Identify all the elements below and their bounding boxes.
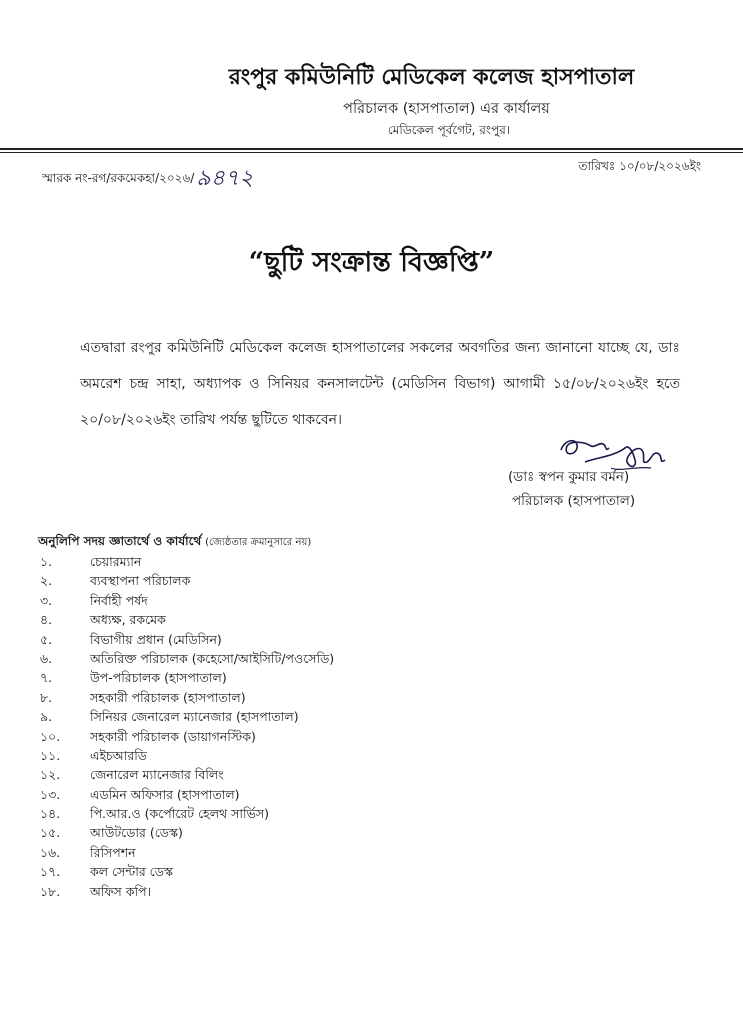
cc-item-text: আউটডোর (ডেস্ক) — [90, 825, 183, 841]
memo-date: তারিখঃ ১০/০৮/২০২৬ইং — [578, 159, 701, 173]
cc-item-text: কল সেন্টার ডেস্ক — [90, 864, 173, 880]
cc-item-text: জেনারেল ম্যানেজার বিলিং — [90, 767, 224, 783]
header-rule-thin — [0, 152, 743, 153]
signatory-title: পরিচালক (হাসপাতাল) — [512, 493, 636, 509]
cc-item-number: ৩. — [40, 592, 53, 608]
cc-list-item — [40, 573, 334, 592]
cc-item-number: ২. — [40, 573, 53, 589]
cc-heading-note: (জ্যেষ্ঠতার ক্রমানুসারে নয়) — [205, 537, 312, 548]
cc-list-item — [40, 632, 334, 651]
cc-item-text: এইচআরডি — [90, 747, 147, 763]
institution-title: রংপুর কমিউনিটি মেডিকেল কলেজ হাসপাতাল — [228, 65, 635, 90]
cc-item-number: ১০. — [40, 728, 61, 744]
cc-item-number: ১৫. — [40, 825, 61, 841]
cc-item-number: ১৩. — [40, 786, 61, 802]
cc-list-item — [40, 806, 334, 825]
cc-item-number: ৭. — [40, 670, 53, 686]
cc-list-item — [40, 767, 334, 786]
cc-item-text: চেয়ারম্যান — [90, 554, 142, 569]
cc-list-item — [40, 884, 334, 903]
cc-list-item — [40, 554, 334, 573]
cc-item-text: অতিরিক্ত পরিচালক (কহেসো/আইসিটি/পওসেডি) — [90, 650, 335, 666]
notice-body — [80, 330, 680, 438]
cc-item-text: নির্বাহী পর্ষদ — [90, 592, 148, 608]
cc-item-text: রিসিপশন — [90, 844, 136, 860]
cc-item-number: ৪. — [40, 612, 53, 628]
cc-item-number: ১৭. — [40, 864, 61, 880]
cc-item-number: ৫. — [40, 631, 53, 647]
notice-title: “ছুটি সংক্রান্ত বিজ্ঞপ্তি” — [248, 247, 495, 278]
office-subtitle: পরিচালক (হাসপাতাল) এর কার্যালয় — [343, 101, 550, 117]
cc-list-item — [40, 612, 334, 631]
cc-list — [40, 554, 334, 903]
cc-heading-text: অনুলিপি সদয় জ্ঞাতার্থে ও কার্যার্থে — [38, 534, 202, 548]
cc-item-number: ১৬. — [40, 844, 61, 860]
cc-list-item — [40, 787, 334, 806]
cc-list-item — [40, 729, 334, 748]
cc-item-text: উপ-পরিচালক (হাসপাতাল) — [90, 670, 227, 686]
memo-ref-label: স্মারক নং-রগ/রকমেকহা/২০২৬/ — [42, 171, 195, 185]
cc-item-number: ৮. — [40, 689, 53, 705]
memo-reference — [42, 158, 253, 195]
memo-ref-number: ৯৪৭২ — [196, 166, 254, 191]
cc-item-text: সহকারী পরিচালক (ডায়াগনস্টিক) — [90, 728, 256, 744]
cc-list-item — [40, 864, 334, 883]
cc-item-number: ১. — [40, 554, 53, 569]
cc-item-text: অফিস কপি। — [90, 883, 152, 899]
cc-list-item — [40, 845, 334, 864]
cc-list-item — [40, 670, 334, 689]
cc-item-number: ৯. — [40, 709, 53, 725]
cc-item-text: ব্যবস্থাপনা পরিচালক — [90, 573, 191, 589]
notice-body-text: এতদ্বারা রংপুর কমিউনিটি মেডিকেল কলেজ হাসপাতালের সকলের অবগতির জন্য জানানো যাচ্ছে যে, ডাঃ অমরেশ চন্দ্র সাহা, অধ্যাপক ও সিনিয়র কনসালটেন্ট (মেডিসিন বিভাগ) আগামী ১৫/০৮/২০২৬ইং হতে ২০/০৮/২০২৬ইং তারিখ পর্যন্ত ছুটিতে থাকবেন। — [80, 340, 680, 428]
cc-item-text: পি.আর.ও (কর্পোরেট হেলথ সার্ভিস) — [90, 806, 270, 822]
cc-list-item — [40, 651, 334, 670]
cc-list-item — [40, 748, 334, 767]
cc-item-text: এডমিন অফিসার (হাসপাতাল) — [90, 786, 240, 802]
cc-heading — [38, 533, 311, 553]
header-rule-thick — [0, 148, 743, 150]
cc-item-text: সিনিয়র জেনারেল ম্যানেজার (হাসপাতাল) — [90, 709, 299, 725]
cc-list-item — [40, 825, 334, 844]
cc-item-number: ৬. — [40, 650, 53, 666]
cc-list-item — [40, 593, 334, 612]
cc-item-number: ১১. — [40, 747, 61, 763]
cc-item-text: সহকারী পরিচালক (হাসপাতাল) — [90, 689, 246, 705]
cc-list-item — [40, 709, 334, 728]
cc-item-number: ১৮. — [40, 883, 61, 899]
signatory-name: (ডাঃ স্বপন কুমার বর্মন) — [508, 469, 630, 485]
cc-item-text: অধ্যক্ষ, রকমেক — [90, 612, 166, 628]
cc-item-number: ১৪. — [40, 806, 61, 822]
cc-list-item — [40, 690, 334, 709]
cc-item-number: ১২. — [40, 767, 61, 783]
cc-item-text: বিভাগীয় প্রধান (মেডিসিন) — [90, 631, 222, 647]
office-address: মেডিকেল পূর্বগেট, রংপুর। — [387, 123, 511, 137]
